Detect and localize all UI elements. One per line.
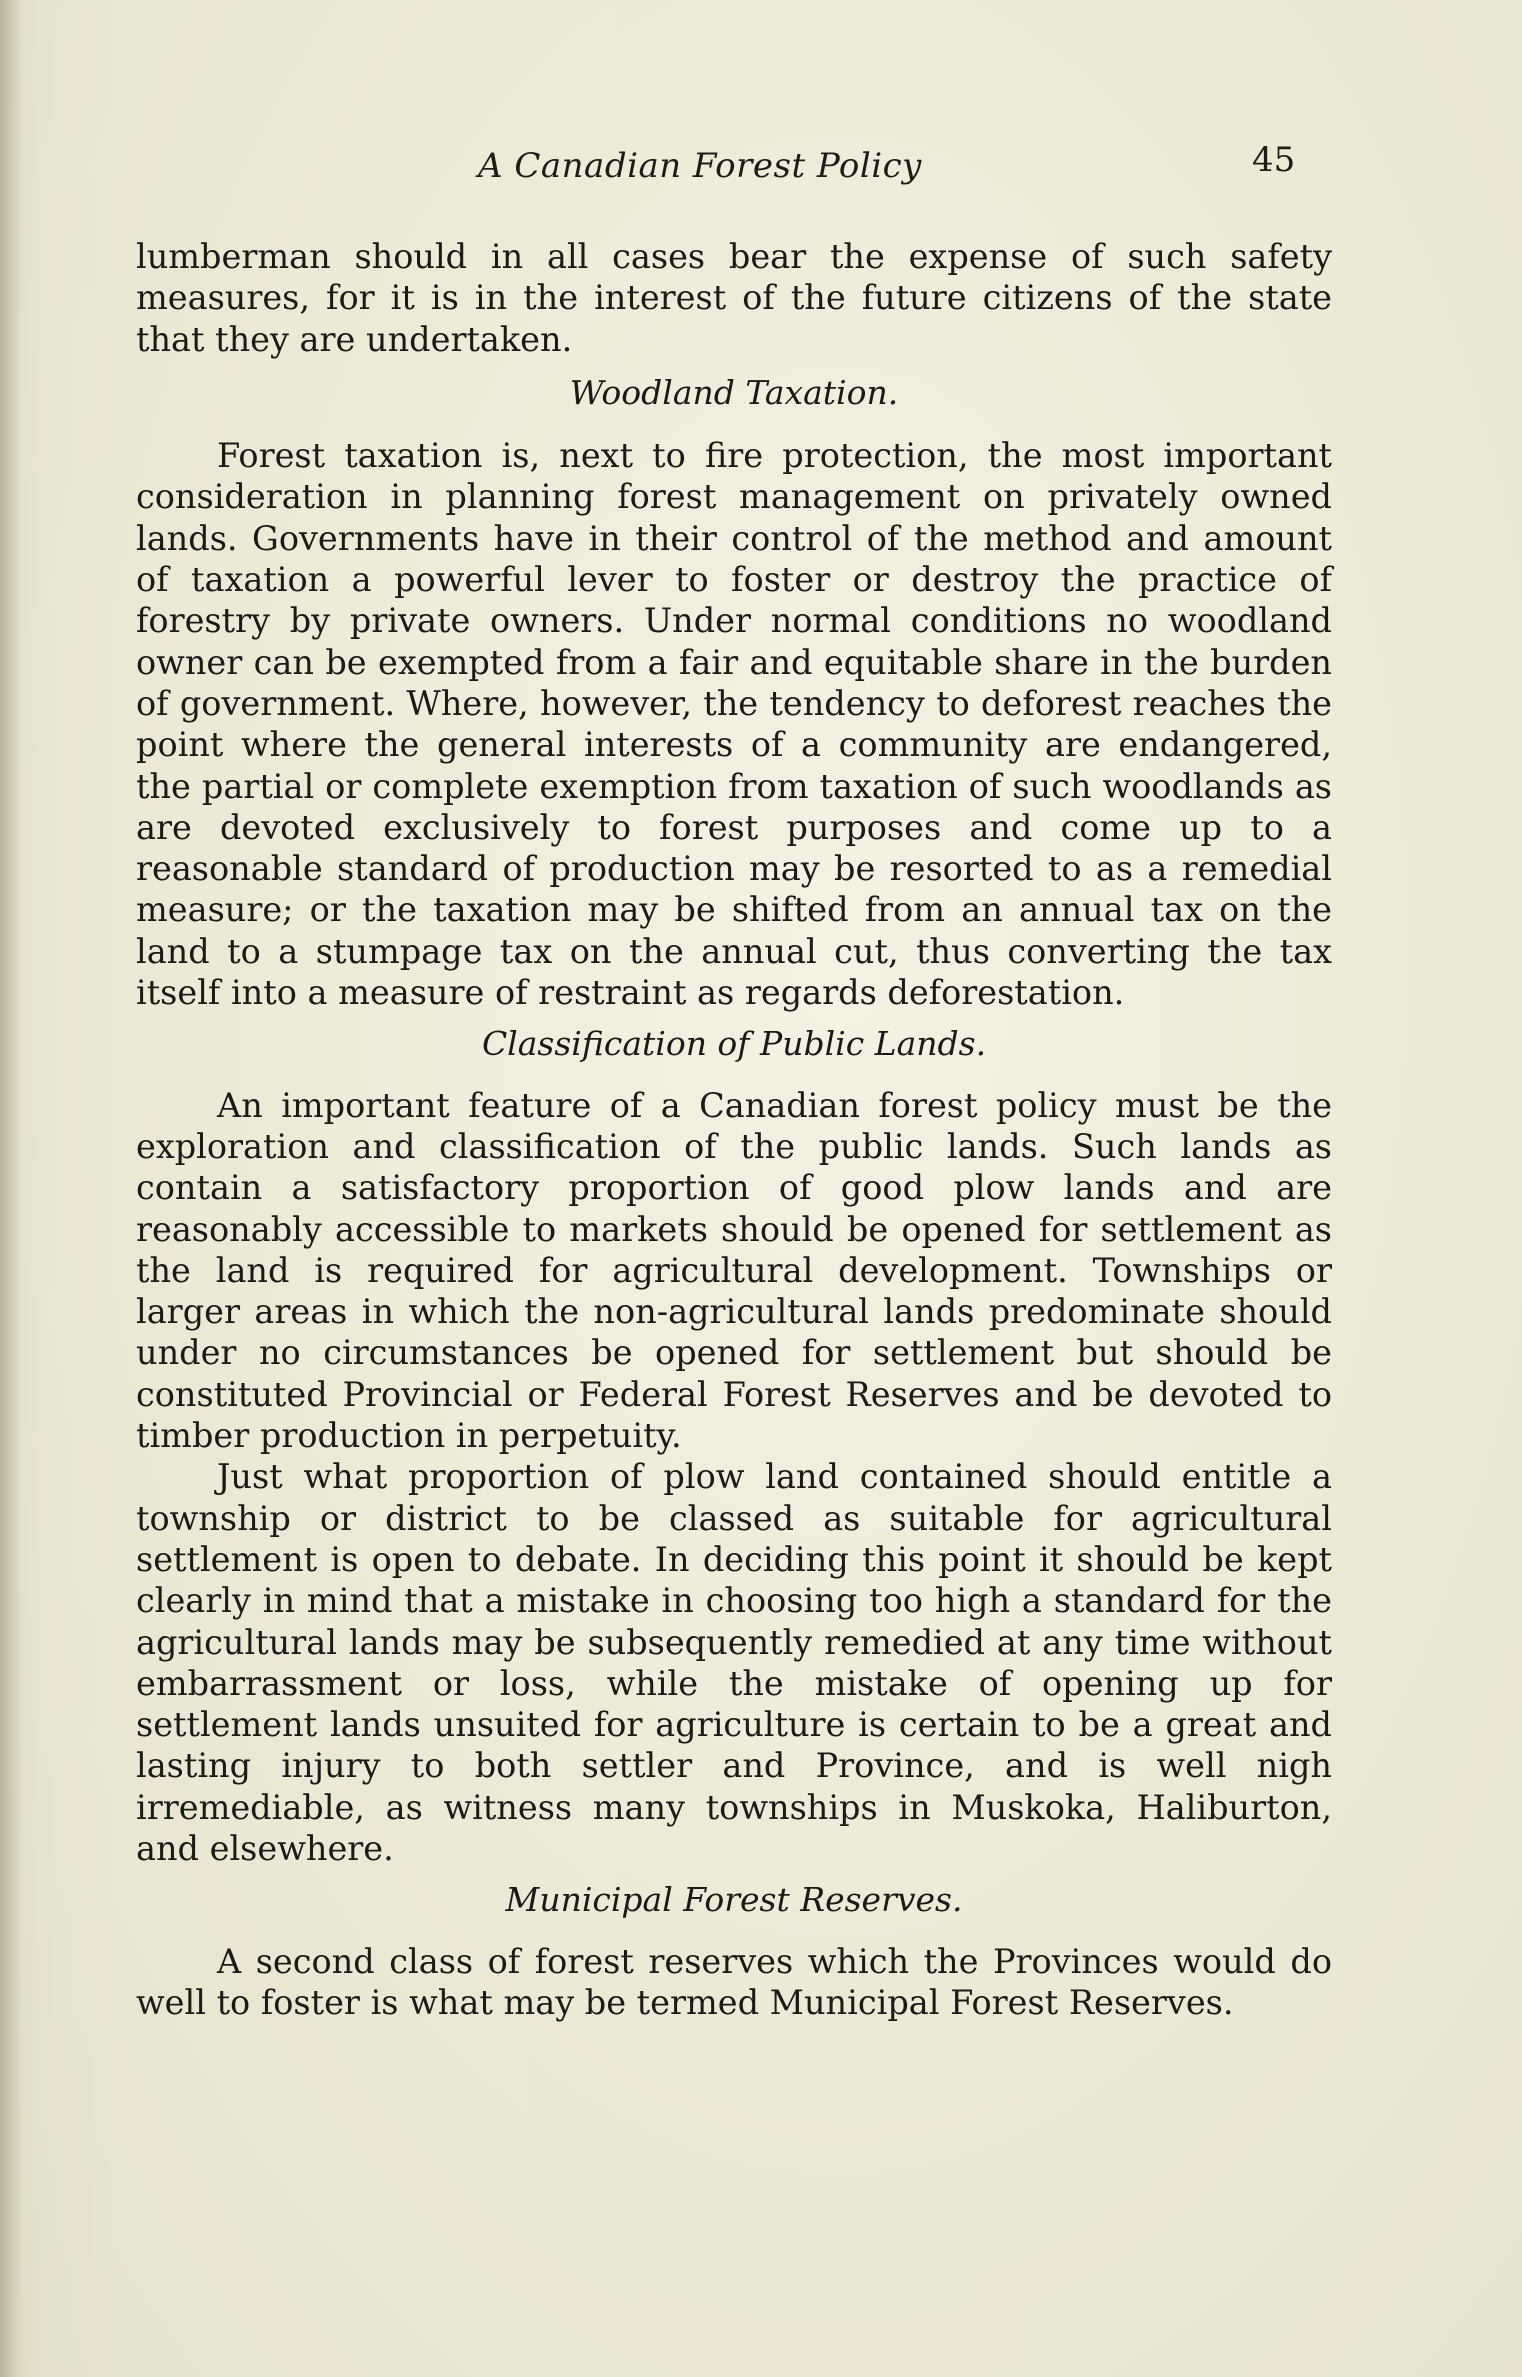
section-heading-municipal-forest-reserves: Municipal Forest Reserves.	[505, 1880, 963, 1920]
paragraph-safety-measures: lumberman should in all cases bear the expense of such safety measures, for it is in the interest of the future citizens of the state that they are undertaken.	[136, 237, 1332, 359]
page-header	[0, 140, 1522, 200]
paragraph-forest-taxation: Forest taxation is, next to fire protection, the most important consideration in planning forest management on privately owned lands. Governments have in their control of the method and amount of taxation a powerful lever to foster or destroy the practice of forestry by private owners. Under normal conditions no woodland owner can be exempted from a fair and equitable share in the burden of government. Where, however, the tendency to deforest reaches the point where the general interests of a community are endangered, the partial or complete exemption from taxation of such woodlands as are devoted exclusively to forest purposes and come up to a reasonable standard of production may be resorted to as a remedial measure; or the taxation may be shifted from an annual tax on the land to a stumpage tax on the annual cut, thus converting the tax itself into a measure of restraint as regards deforestation.	[136, 436, 1332, 1013]
spine-shadow	[0, 0, 22, 2377]
paragraph-municipal-reserves: A second class of forest reserves which the Provinces would do well to foster is what may be termed Municipal Forest Reserves.	[136, 1941, 1332, 2022]
paragraph-plow-land-proportion: Just what proportion of plow land contained should entitle a township or district to be classed as suitable for agricultural settlement is open to debate. In deciding this point it should be kept clearly in mind that a mistake in choosing too high a standard for the agricultural lands may be subsequently remedied at any time without embarrassment or loss, while the mistake of opening up for settlement lands unsuited for agriculture is certain to be a great and lasting injury to both settler and Province, and is well nigh irremediable, as witness many townships in Muskoka, Haliburton, and elsewhere.	[136, 1457, 1332, 1868]
paragraph-exploration-classification: An important feature of a Canadian forest policy must be the exploration and classification of the public lands. Such lands as contain a satisfactory proportion of good plow lands and are reasonably accessible to markets should be opened for settlement as the land is required for agricultural development. Townships or larger areas in which the non-agricultural lands predominate should under no circumstances be opened for settlement but should be constituted Provincial or Federal Forest Reserves and be devoted to timber production in perpetuity.	[136, 1085, 1332, 1456]
section-heading-woodland-taxation: Woodland Taxation.	[569, 372, 899, 412]
page-body	[136, 236, 1332, 2023]
section-heading-classification-public-lands: Classification of Public Lands.	[481, 1024, 987, 1064]
page-number: 45	[1252, 140, 1296, 180]
running-title: A Canadian Forest Policy	[478, 146, 922, 186]
